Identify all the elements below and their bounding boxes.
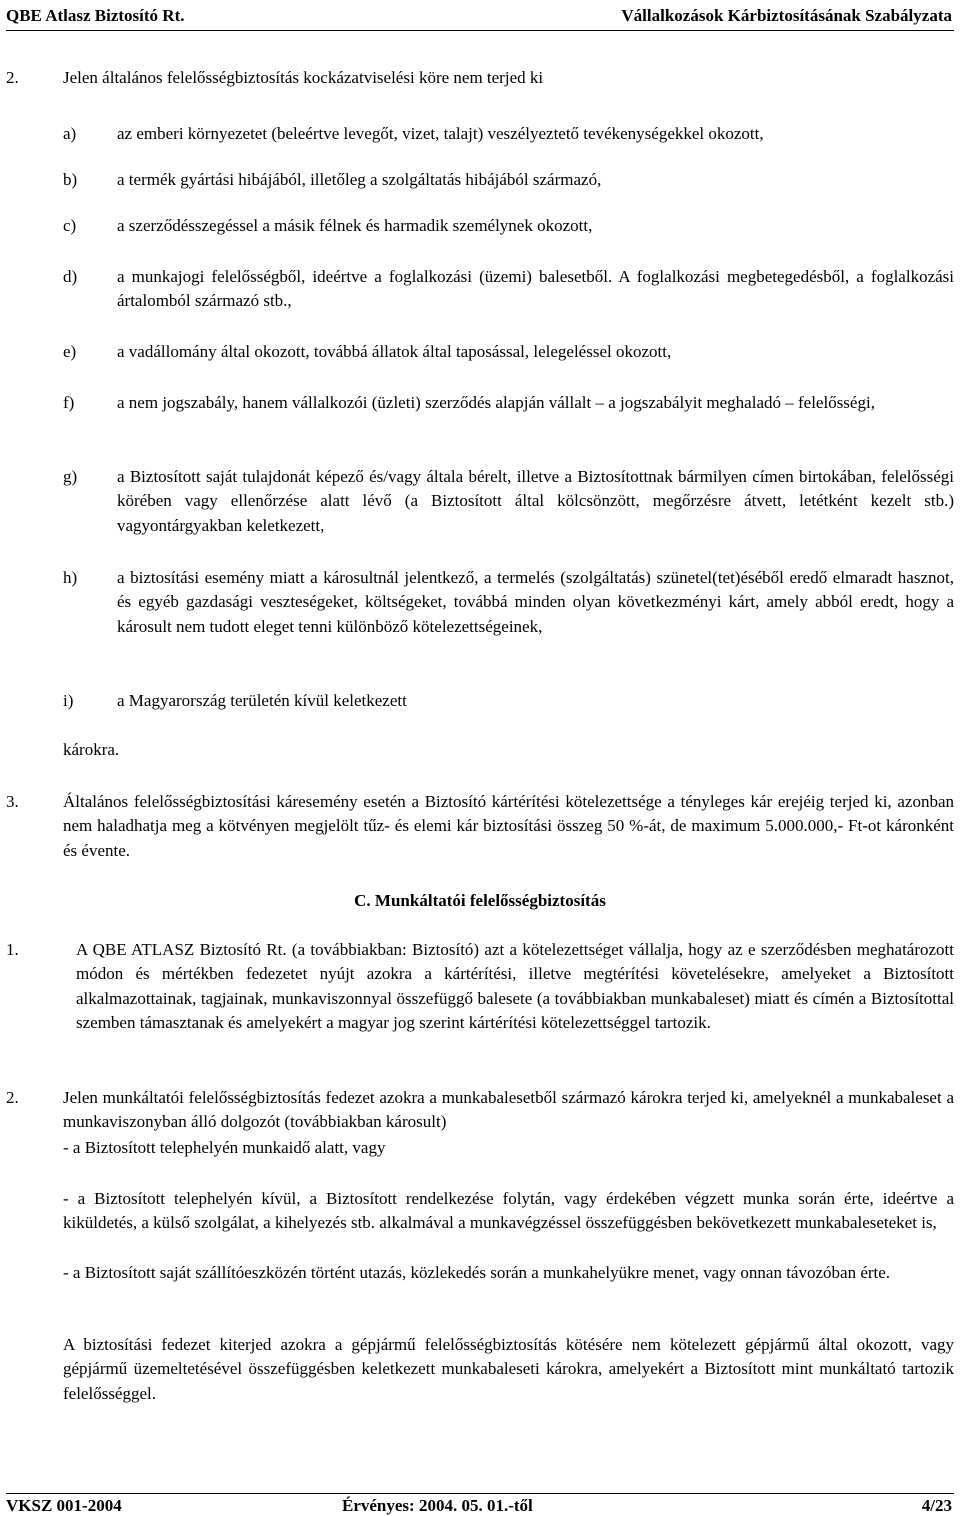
list-item-label: c)	[63, 216, 77, 235]
list-item-label: f)	[63, 393, 75, 412]
list-item-label: i)	[63, 691, 74, 710]
section-number: 3.	[6, 792, 19, 811]
paragraph-text: A QBE ATLASZ Biztosító Rt. (a továbbiakban: Biztosító) azt a kötelezettséget vállalja, hogy az e szerződésben meghatározott módon és mértékben fedezetet nyújt azokra a kártérítési, illetve megtérítési követelésekre, amelyeket a Biztosított alkalmazottainak, tagjainak, munkaviszonnyal összefüggő balesete (a továbbiakban munkabaleset) miatt és címén a Biztosítottal szemben támasztanak és amelyekért a magyar jog szerint kártérítési kötelezettséggel tartozik.	[76, 940, 954, 1033]
list-item-text: az emberi környezetet (beleértve levegőt, vizet, talajt) veszélyeztető tevékenységekkel okozott,	[117, 124, 764, 143]
footer-code: VKSZ 001-2004	[6, 1496, 122, 1515]
list-item-text: a vadállomány által okozott, továbbá állatok által taposással, lelegeléssel okozott,	[117, 342, 672, 361]
footer-validity: Érvényes: 2004. 05. 01.-től	[342, 1496, 533, 1515]
dash-item: - a Biztosított saját szállítóeszközén történt utazás, közlekedés során a munkahelyükre menet, vagy onnan távozóban érte.	[63, 1263, 891, 1282]
list-item-text: a szerződésszegéssel a másik félnek és harmadik személynek okozott,	[117, 216, 593, 235]
section-intro: Jelen általános felelősségbiztosítás kockázatviselési köre nem terjed ki	[63, 68, 544, 87]
list-item-text: a Magyarország területén kívül keletkezett	[117, 691, 407, 710]
dash-item: - a Biztosított telephelyén kívül, a Biztosított rendelkezése folytán, vagy érdekében végzett munka során érte, ideértve a kiküldetés, a külső szolgálat, a kihelyezés stb. alkalmával a munkavégzéssel összefüggésben bekövetkezett munkabaleseteket is,	[63, 1189, 954, 1233]
paragraph-text: A biztosítási fedezet kiterjed azokra a gépjármű felelősségbiztosítás kötésére nem kötelezett gépjármű által okozott, vagy gépjármű üzemeltetésével összefüggésben keletkezett munkabaleseti károkra, amelyekért a Biztosított mint munkáltató tartozik felelősséggel.	[63, 1335, 954, 1403]
list-item-text: a biztosítási esemény miatt a károsultnál jelentkező, a termelés (szolgáltatás) szünetel(tet)éséből eredő elmaradt hasznot, és egyéb gazdasági veszteségeket, költségeket, továbbá minden olyan következményi kárt, amely abból eredt, hogy a károsult nem tudott eleget tenni különböző kötelezettségeinek,	[117, 568, 954, 636]
section-3-text: Általános felelősségbiztosítási káresemény esetén a Biztosító kártérítési kötelezettsége a tényleges kár erejéig terjed ki, azonban nem haladhatja meg a kötvényen megjelölt tűz- és elemi kár biztosítási összeg 50 %-át, de maximum 5.000.000,- Ft-ot káronként és évente.	[63, 792, 954, 860]
paragraph-text: Jelen munkáltatói felelősségbiztosítás fedezet azokra a munkabalesetből származó károkra terjed ki, amelyeknél a munkabaleset a munkaviszonyban álló dolgozót (továbbiakban károsult)	[63, 1088, 954, 1132]
header-title: Vállalkozások Kárbiztosításának Szabályzata	[621, 6, 952, 25]
page-header	[6, 4, 954, 31]
list-item-label: d)	[63, 267, 78, 286]
paragraph-number: 2.	[6, 1088, 19, 1107]
list-item-label: g)	[63, 467, 78, 486]
list-item-text: a munkajogi felelősségből, ideértve a foglalkozási (üzemi) balesetből. A foglalkozási megbetegedésből, a foglalkozási ártalomból származó stb.,	[117, 267, 954, 311]
page-number: 4/23	[921, 1496, 952, 1515]
list-item-label: b)	[63, 170, 78, 189]
list-item-label: h)	[63, 568, 78, 587]
list-item-label: a)	[63, 124, 77, 143]
header-company: QBE Atlasz Biztosító Rt.	[6, 6, 185, 25]
section-closing: károkra.	[63, 740, 120, 759]
paragraph-number: 1.	[6, 940, 19, 959]
list-item-text: a Biztosított saját tulajdonát képező és/vagy általa bérelt, illetve a Biztosítottnak bármilyen címen birtokában, felelősségi körében vagy ellenőrzése alatt lévő (a Biztosított által kölcsönzött, megőrzésre átvett, letétként kezelt stb.) vagyontárgyakban keletkezett,	[117, 467, 954, 535]
list-item-label: e)	[63, 342, 77, 361]
list-item-text: a termék gyártási hibájából, illetőleg a szolgáltatás hibájából származó,	[117, 170, 602, 189]
dash-item: - a Biztosított telephelyén munkaidő alatt, vagy	[63, 1138, 386, 1157]
section-number: 2.	[6, 68, 19, 87]
list-item-text: a nem jogszabály, hanem vállalkozói (üzleti) szerződés alapján vállalt – a jogszabályit meghaladó – felelősségi,	[117, 393, 875, 412]
page-footer	[6, 1493, 954, 1516]
section-heading: C. Munkáltatói felelősségbiztosítás	[354, 891, 606, 910]
